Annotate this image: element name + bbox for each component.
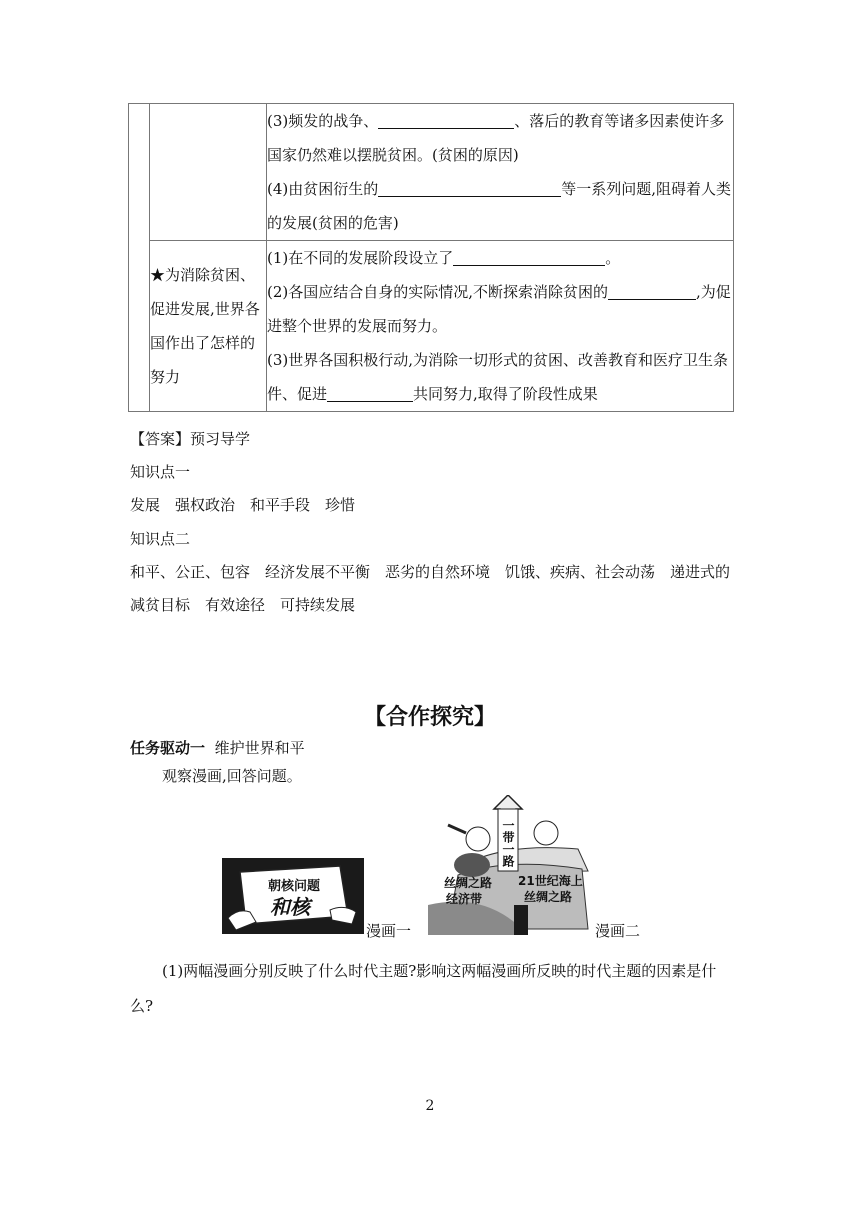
cartoon-one-text-bottom: 和核 xyxy=(270,895,310,919)
fill-blank[interactable] xyxy=(378,110,514,129)
effort-item-2-end: ,为促进整个世界的发展而努力。 xyxy=(267,283,731,335)
poverty-cause-text: (3)频发的战争、 xyxy=(267,112,379,130)
kp2-title: 知识点二 xyxy=(130,530,191,548)
kp2-answers-line2: 减贫目标 有效途径 可持续发展 xyxy=(130,596,356,614)
table-margin-cell xyxy=(129,104,150,412)
section-title: 【合作探究】 xyxy=(363,705,496,730)
effort-question: ★为消除贫困、促进发展,世界各国作出了怎样的努力 xyxy=(150,266,260,386)
task-topic: 维护世界和平 xyxy=(214,739,305,757)
table-answer-cell xyxy=(267,241,734,412)
question-1-line2: 么? xyxy=(130,997,154,1015)
effort-item-2: (2)各国应结合自身的实际情况,不断探索消除贫困的 xyxy=(267,283,609,301)
effort-item-3-end: 共同努力,取得了阶段性成果 xyxy=(413,385,598,403)
cartoon-two-sign: 一带一路 xyxy=(501,819,515,867)
task-label: 任务驱动一 xyxy=(130,739,206,757)
poverty-harm-text: (4)由贫困衍生的 xyxy=(267,180,379,198)
fill-blank[interactable] xyxy=(608,281,696,300)
cartoon-one-text-top: 朝核问题 xyxy=(267,879,321,894)
cartoon-one-image xyxy=(222,858,364,934)
effort-item-1-end: 。 xyxy=(605,249,621,267)
poverty-harm-text-rest: 等一系列问题,阻碍着人类的发展(贫困的危害) xyxy=(267,180,732,232)
fill-blank[interactable] xyxy=(327,383,413,402)
cartoon-two-left-2: 经济带 xyxy=(446,892,483,906)
question-1-line1: (1)两幅漫画分别反映了什么时代主题?影响这两幅漫画所反映的时代主题的因素是什 xyxy=(162,962,717,980)
table-row xyxy=(129,104,734,241)
fill-blank[interactable] xyxy=(378,178,561,197)
effort-item-3: (3)世界各国积极行动,为消除一切形式的贫困、改善教育和医疗卫生条件、促进 xyxy=(267,351,729,403)
fill-blank[interactable] xyxy=(453,247,605,266)
task-heading xyxy=(130,737,305,758)
cartoon-two-caption: 漫画二 xyxy=(595,922,641,940)
task-instruction: 观察漫画,回答问题。 xyxy=(162,767,302,785)
cartoon-two-right-2: 丝绸之路 xyxy=(524,890,573,904)
cartoon-two-image xyxy=(428,795,594,935)
table-answer-cell xyxy=(267,104,734,241)
table-row xyxy=(129,241,734,412)
cartoon-two-right-1: 21世纪海上 xyxy=(518,874,583,888)
cartoon-two-left-1: 丝绸之路 xyxy=(444,876,493,890)
kp2-answers-line1: 和平、公正、包容 经济发展不平衡 恶劣的自然环境 饥饿、疾病、社会动荡 递进式的 xyxy=(130,563,731,581)
kp1-answers: 发展 强权政治 和平手段 珍惜 xyxy=(130,496,356,514)
kp1-title: 知识点一 xyxy=(130,463,191,481)
page-number: 2 xyxy=(425,1098,435,1114)
effort-item-1: (1)在不同的发展阶段设立了 xyxy=(267,249,454,267)
table-question-cell xyxy=(150,241,267,412)
poverty-cause-text-rest: 、落后的教育等诸多因素使许多国家仍然难以摆脱贫困。(贫困的原因) xyxy=(267,112,725,164)
cartoon-one-caption: 漫画一 xyxy=(366,922,412,940)
knowledge-table xyxy=(128,103,734,412)
table-question-cell-empty xyxy=(150,104,267,241)
answer-header: 【答案】预习导学 xyxy=(130,430,251,448)
